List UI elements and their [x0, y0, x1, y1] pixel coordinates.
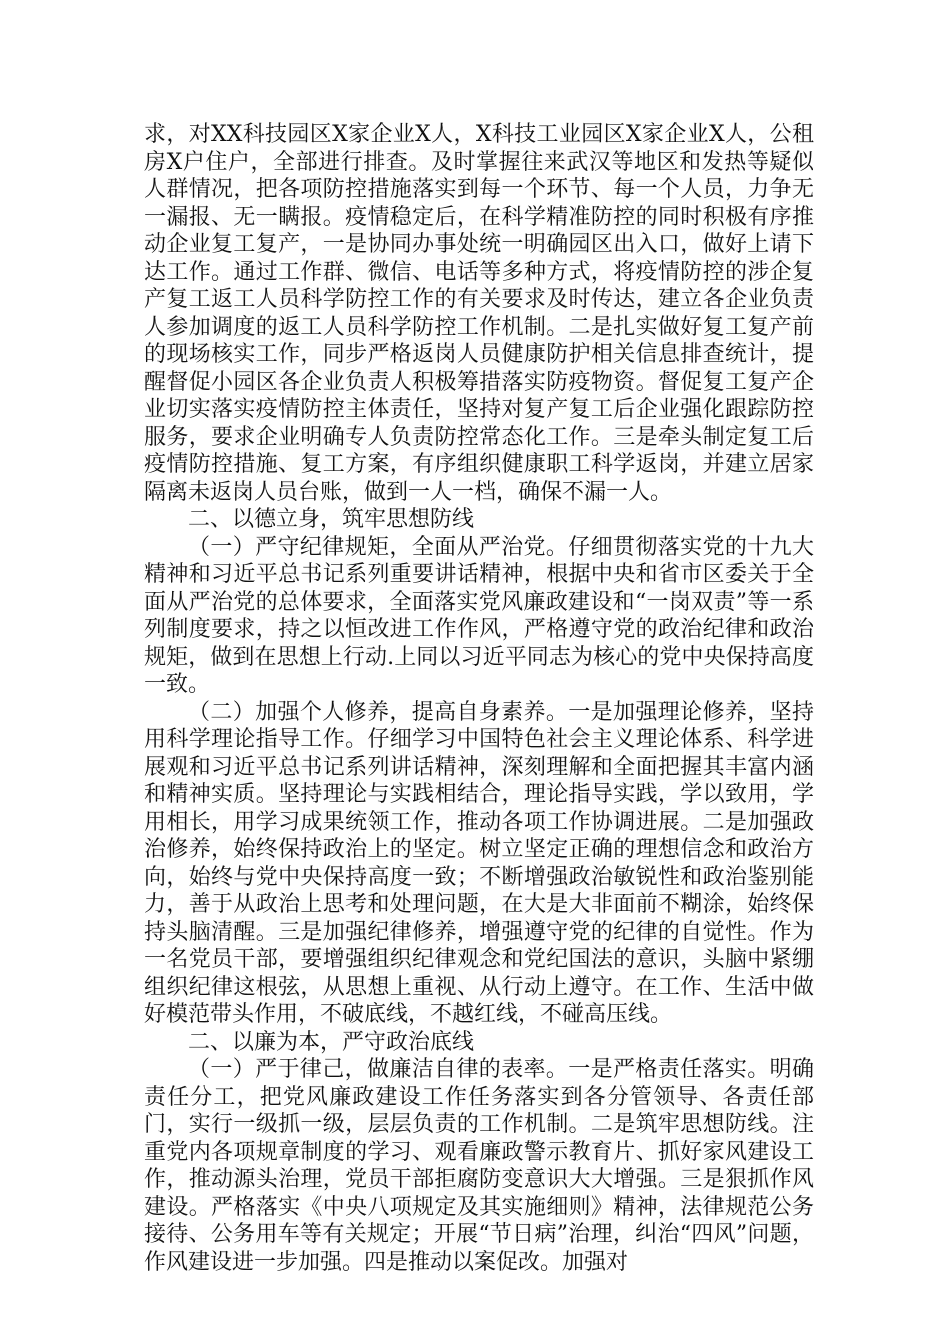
section-heading-de: 二、以德立身，筑牢思想防线	[188, 507, 475, 532]
paragraph-self-cultivation: （二）加强个人修养，提高自身素养。一是加强理论修养，坚持用科学理论指导工作。仔细学习中国特色社会主义理论体系、科学进展观和习近平总书记系列讲话精神，深刻理解和全面把握其丰富内涵和精神实质。坚持理论与实践相结合，理论指导实践，学以致用，学用相长，用学习成果统领工作，推动各项工作协调进展。二是加强政治修养，始终保持政治上的坚定。树立坚定正确的理想信念和政治方向，始终与党中央保持高度一致；不断增强政治敏锐性和政治鉴别能力，善于从政治上思考和处理问题，在大是大非面前不糊涂，始终保持头脑清醒。三是加强纪律修养，增强遵守党的纪律的自觉性。作为一名党员干部，要增强组织纪律观念和党纪国法的意识，头脑中紧绷组织纪律这根弦，从思想上重视、从行动上遵守。在工作、生活中做好模范带头作用，不破底线，不越红线，不碰高压线。	[144, 699, 814, 1027]
document-page	[144, 121, 814, 1276]
paragraph-discipline: （一）严守纪律规矩，全面从严治党。仔细贯彻落实党的十九大精神和习近平总书记系列重要讲话精神，根据中央和省市区委关于全面从严治党的总体要求，全面落实党风廉政建设和“一岗双责”等一系列制度要求，持之以恒改进工作作风，严格遵守党的政治纪律和政治规矩，做到在思想上行动.上同以习近平同志为核心的党中央保持高度一致。	[144, 534, 814, 697]
paragraph-continuation: 求，对XX科技园区X家企业X人，X科技工业园区X家企业X人，公租房X户住户，全部进行排查。及时掌握往来武汉等地区和发热等疑似人群情况，把各项防控措施落实到每一个环节、每一个人员，力争无一漏报、无一瞒报。疫情稳定后，在科学精准防控的同时积极有序推动企业复工复产，一是协同办事处统一明确园区出入口，做好上请下达工作。通过工作群、微信、电话等多种方式，将疫情防控的涉企复产复工返工人员科学防控工作的有关要求及时传达，建立各企业负责人参加调度的返工人员科学防控工作机制。二是扎实做好复工复产前的现场核实工作，同步严格返岗人员健康防护相关信息排查统计，提醒督促小园区各企业负责人积极筹措落实防疫物资。督促复工复产企业切实落实疫情防控主体责任，坚持对复产复工后企业强化跟踪防控服务，要求企业明确专人负责防控常态化工作。三是牵头制定复工后疫情防控措施、复工方案，有序组织健康职工科学返岗，并建立居家隔离未返岗人员台账，做到一人一档，确保不漏一人。	[144, 122, 814, 505]
paragraph-integrity: （一）严于律己，做廉洁自律的表率。一是严格责任落实。明确责任分工，把党风廉政建设工作任务落实到各分管领导、各责任部门，实行一级抓一级，层层负责的工作机制。二是筑牢思想防线。注重党内各项规章制度的学习、观看廉政警示教育片、抓好家风建设工作，推动源头治理，党员干部拒腐防变意识大大增强。三是狠抓作风建设。严格落实《中央八项规定及其实施细则》精神，法律规范公务接待、公务用车等有关规定；开展“节日病”治理，纠治“四风”问题，作风建设进一步加强。四是推动以案促改。加强对	[144, 1057, 814, 1275]
section-heading-lian: 二、以廉为本，严守政治底线	[188, 1029, 475, 1055]
